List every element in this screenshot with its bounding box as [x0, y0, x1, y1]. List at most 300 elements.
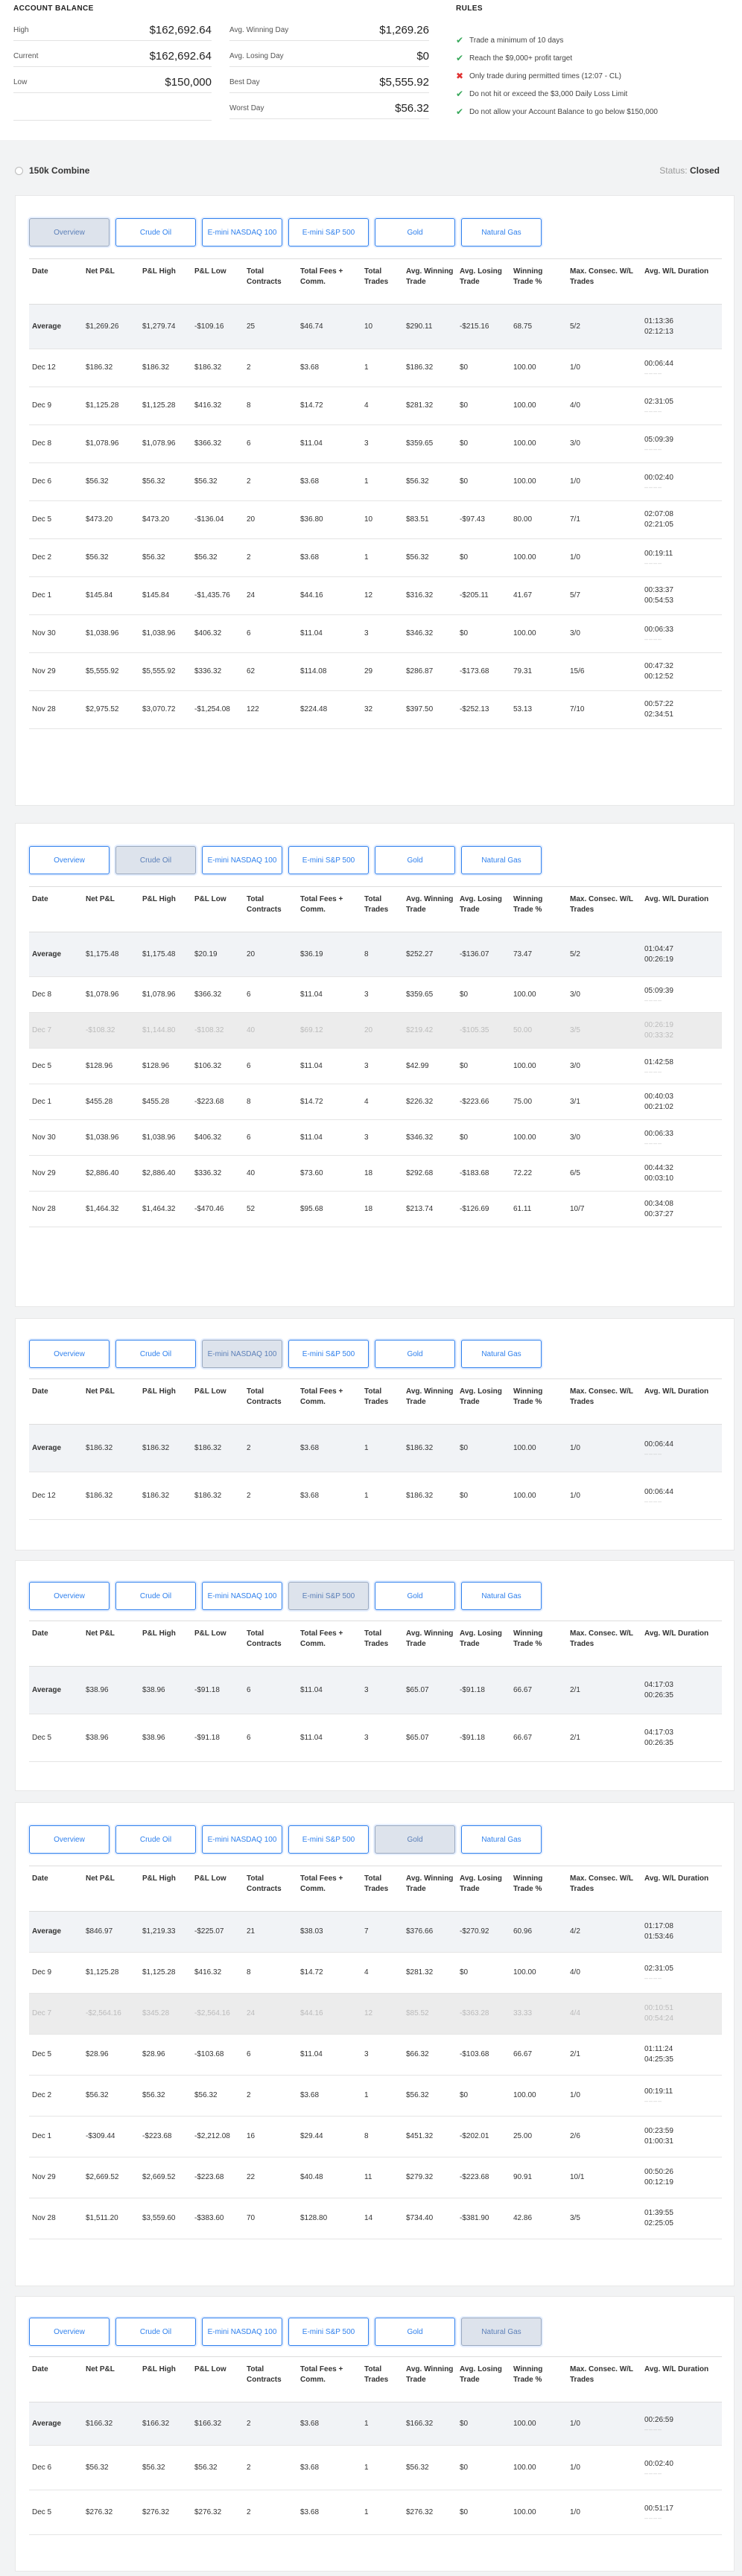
duration-cell	[641, 661, 722, 682]
win-duration: 00:02:40	[644, 2459, 673, 2468]
table-cell: $276.32	[142, 2507, 170, 2516]
tab-2[interactable]: E-mini NASDAQ 100	[202, 1582, 282, 1610]
table-cell: 60.96	[513, 1927, 533, 1936]
table-cell: $106.32	[194, 1061, 222, 1070]
tab-1[interactable]: Crude Oil	[115, 218, 196, 247]
table-cell: -$103.68	[194, 2050, 224, 2058]
table-cell: -$223.68	[194, 2173, 224, 2181]
table-cell: 2	[247, 2419, 251, 2428]
table-cell: $1,269.26	[86, 322, 119, 331]
tab-4[interactable]: Gold	[375, 2318, 455, 2346]
win-duration: 00:26:59	[644, 2415, 673, 2424]
tab-4[interactable]: Gold	[375, 218, 455, 247]
table-cell: 1	[364, 2507, 369, 2516]
table-cell: 3	[364, 2050, 369, 2058]
table-row[interactable]	[29, 577, 722, 615]
column-header: Total Fees + Comm.	[300, 1387, 343, 1406]
table-cell: 122	[247, 705, 259, 713]
table-cell: -$2,212.08	[194, 2132, 230, 2140]
tab-5[interactable]: Natural Gas	[461, 218, 542, 247]
column-header: Total Trades	[364, 2365, 389, 2384]
table-header	[29, 258, 722, 305]
table-cell: 72.22	[513, 1168, 533, 1177]
column-header: Avg. W/L Duration	[644, 2365, 709, 2373]
table-cell: 4/0	[570, 1968, 580, 1976]
win-duration: 02:07:08	[644, 510, 673, 518]
table-cell: 100.00	[513, 553, 536, 562]
table-cell: 80.00	[513, 515, 533, 524]
win-duration: 00:34:08	[644, 1199, 673, 1208]
duration-cell	[641, 2044, 722, 2065]
table-cell: 6	[247, 1133, 251, 1142]
stat-label: Avg. Winning Day	[229, 26, 289, 34]
tab-4[interactable]: Gold	[375, 1340, 455, 1368]
tab-2[interactable]: E-mini NASDAQ 100	[202, 2318, 282, 2346]
win-duration: 00:06:44	[644, 1440, 673, 1448]
column-header: Date	[32, 1629, 48, 1638]
stat-label: High	[13, 26, 29, 34]
table-cell: $38.96	[86, 1685, 109, 1694]
table-cell: -$105.35	[460, 1025, 489, 1034]
table-cell: $1,038.96	[86, 1133, 119, 1142]
radio-icon[interactable]	[15, 167, 23, 175]
table-cell: $397.50	[406, 705, 434, 713]
tab-1[interactable]: Crude Oil	[115, 2318, 196, 2346]
column-header: Total Trades	[364, 1629, 389, 1648]
table-cell: 1/0	[570, 477, 580, 486]
stat-value: $162,692.64	[149, 50, 212, 63]
table-cell: $0	[460, 553, 469, 562]
table-cell: $0	[460, 1968, 469, 1976]
win-duration: 01:04:47	[644, 944, 673, 953]
tab-0[interactable]: Overview	[29, 1825, 110, 1854]
table-cell: $1,219.33	[142, 1927, 176, 1936]
table-cell: $3.68	[300, 363, 320, 372]
table-row[interactable]	[29, 2076, 722, 2117]
table-row[interactable]	[29, 977, 722, 1013]
win-duration: 00:23:59	[644, 2127, 673, 2135]
table-cell: $276.32	[86, 2507, 113, 2516]
win-duration: 00:19:11	[644, 550, 673, 558]
table-cell: $56.32	[86, 477, 109, 486]
table-cell: 4/4	[570, 2009, 580, 2017]
table-cell: -$91.18	[460, 1733, 485, 1742]
table-cell: $128.80	[300, 2214, 328, 2222]
tab-1[interactable]: Crude Oil	[115, 1582, 196, 1610]
tab-4[interactable]: Gold	[375, 1825, 455, 1854]
column-header: Winning Trade %	[513, 1629, 543, 1648]
table-row[interactable]	[29, 2198, 722, 2239]
column-header: Avg. W/L Duration	[644, 1874, 709, 1883]
table-cell: Dec 12	[32, 1491, 56, 1500]
table-cell: 25.00	[513, 2132, 533, 2140]
tab-3[interactable]: E-mini S&P 500	[288, 2318, 369, 2346]
win-duration: 00:51:17	[644, 2504, 673, 2513]
table-cell: 3/0	[570, 1061, 580, 1070]
column-header: Avg. W/L Duration	[644, 1629, 709, 1638]
win-duration: 00:06:33	[644, 626, 673, 634]
table-cell: $1,175.48	[142, 950, 176, 958]
combine-selector[interactable]	[15, 165, 89, 176]
table-row[interactable]	[29, 1120, 722, 1156]
table-cell: -$202.01	[460, 2132, 489, 2140]
table-cell: 2	[247, 477, 251, 486]
loss-duration: 00:26:35	[644, 1691, 673, 1699]
table-cell: 18	[364, 1204, 373, 1213]
duration-cell	[641, 2415, 722, 2433]
table-cell: $56.32	[142, 2463, 165, 2472]
loss-duration: 02:34:51	[644, 710, 673, 719]
panel-natgas	[15, 2296, 735, 2572]
duration-cell	[641, 1129, 722, 1147]
table-cell: $0	[460, 2463, 469, 2472]
table-row[interactable]	[29, 1994, 722, 2035]
table-cell: Nov 28	[32, 2214, 56, 2222]
column-header: Net P&L	[86, 895, 115, 903]
stat-current	[13, 46, 212, 67]
tab-0[interactable]: Overview	[29, 218, 110, 247]
table-cell: -$103.68	[460, 2050, 489, 2058]
loss-duration: 00:54:53	[644, 597, 673, 605]
tab-5[interactable]: Natural Gas	[461, 1582, 542, 1610]
table-cell: Nov 30	[32, 1133, 56, 1142]
table-cell: Average	[32, 1685, 62, 1694]
table-cell: $336.32	[194, 667, 222, 675]
table-row[interactable]	[29, 2157, 722, 2198]
tab-2[interactable]: E-mini NASDAQ 100	[202, 846, 282, 874]
table-row[interactable]	[29, 1912, 722, 1953]
tab-5[interactable]: Natural Gas	[461, 1825, 542, 1854]
table-cell: 1/0	[570, 553, 580, 562]
tab-3[interactable]: E-mini S&P 500	[288, 1825, 369, 1854]
table-cell: Dec 1	[32, 2132, 52, 2140]
table-header	[29, 1866, 722, 1912]
table-cell: 1	[364, 2463, 369, 2472]
table-cell: $281.32	[406, 401, 434, 410]
stat-low	[13, 72, 212, 93]
tab-0[interactable]: Overview	[29, 1340, 110, 1368]
table-cell: $186.32	[406, 1443, 434, 1452]
column-header: Date	[32, 895, 48, 903]
tab-5[interactable]: Natural Gas	[461, 1340, 542, 1368]
table-cell: 100.00	[513, 2463, 536, 2472]
table-cell: Average	[32, 322, 62, 331]
table-cell: $281.32	[406, 1968, 434, 1976]
table-cell: $0	[460, 1491, 469, 1500]
stat-value: $5,555.92	[379, 76, 429, 89]
empty-duration: ––––	[644, 483, 663, 491]
table-cell: -$1,435.76	[194, 591, 230, 600]
table-row[interactable]	[29, 2035, 722, 2076]
table-cell: 11	[364, 2173, 372, 2181]
rule-item	[456, 49, 658, 67]
table-cell: 100.00	[513, 477, 536, 486]
table-cell: $186.32	[142, 363, 170, 372]
table-row[interactable]	[29, 349, 722, 387]
tab-3[interactable]: E-mini S&P 500	[288, 1582, 369, 1610]
empty-duration: ––––	[644, 559, 663, 567]
stats-table	[29, 1378, 722, 1520]
table-row[interactable]	[29, 305, 722, 349]
table-cell: 24	[247, 591, 256, 600]
table-cell: 2	[247, 2463, 251, 2472]
table-cell: $38.96	[142, 1733, 165, 1742]
table-cell: $366.32	[194, 439, 222, 448]
duration-cell	[641, 1058, 722, 1075]
table-cell: 100.00	[513, 1061, 536, 1070]
table-cell: $36.80	[300, 515, 323, 524]
check-icon: ✔	[456, 106, 464, 117]
empty-duration: ––––	[644, 1067, 663, 1075]
empty-duration: ––––	[644, 2513, 663, 2522]
tab-1[interactable]: Crude Oil	[115, 846, 196, 874]
loss-duration: 00:54:24	[644, 2014, 673, 2023]
column-header: Winning Trade %	[513, 2365, 543, 2384]
table-row[interactable]	[29, 1192, 722, 1227]
table-row[interactable]	[29, 2490, 722, 2535]
table-row[interactable]	[29, 932, 722, 977]
tab-5[interactable]: Natural Gas	[461, 2318, 542, 2346]
table-cell: $65.07	[406, 1685, 429, 1694]
column-header: Total Fees + Comm.	[300, 895, 343, 914]
table-cell: 6	[247, 1061, 251, 1070]
empty-duration: ––––	[644, 2425, 663, 2433]
tab-4[interactable]: Gold	[375, 846, 455, 874]
tab-2[interactable]: E-mini NASDAQ 100	[202, 218, 282, 247]
table-row[interactable]	[29, 653, 722, 691]
stat-value: $0	[416, 50, 429, 63]
column-header: Date	[32, 2365, 48, 2373]
column-header: Total Contracts	[247, 895, 282, 914]
table-cell: 3	[364, 1685, 369, 1694]
table-cell: $213.74	[406, 1204, 434, 1213]
column-header: Total Fees + Comm.	[300, 1629, 343, 1648]
table-cell: $346.32	[406, 1133, 434, 1142]
tab-3[interactable]: E-mini S&P 500	[288, 218, 369, 247]
tab-0[interactable]: Overview	[29, 846, 110, 874]
table-cell: $66.32	[406, 2050, 429, 2058]
table-cell: 3	[364, 1133, 369, 1142]
loss-duration: 02:25:05	[644, 2219, 673, 2227]
tab-5[interactable]: Natural Gas	[461, 846, 542, 874]
table-row[interactable]	[29, 387, 722, 425]
table-row[interactable]	[29, 1049, 722, 1084]
table-cell: 1	[364, 363, 369, 372]
table-cell: -$91.18	[194, 1733, 220, 1742]
tab-1[interactable]: Crude Oil	[115, 1340, 196, 1368]
column-header: Avg. Losing Trade	[460, 2365, 502, 2384]
loss-duration: 00:12:19	[644, 2178, 673, 2187]
table-cell: $1,078.96	[86, 990, 119, 999]
table-cell: -$136.07	[460, 950, 489, 958]
table-cell: 1	[364, 553, 369, 562]
table-cell: -$223.68	[142, 2132, 172, 2140]
table-cell: Nov 28	[32, 1204, 56, 1213]
table-cell: 7/1	[570, 515, 580, 524]
table-cell: Dec 6	[32, 2463, 52, 2472]
table-cell: $11.04	[300, 1685, 323, 1694]
column-header: Total Trades	[364, 1874, 389, 1893]
column-header: P&L High	[142, 2365, 176, 2373]
tab-2[interactable]: E-mini NASDAQ 100	[202, 1825, 282, 1854]
table-cell: $56.32	[194, 553, 218, 562]
stat-value: $150,000	[165, 76, 212, 89]
table-cell: $186.32	[86, 1443, 113, 1452]
win-duration: 01:39:55	[644, 2209, 673, 2217]
table-cell: $166.32	[142, 2419, 170, 2428]
table-cell: $3.68	[300, 2091, 320, 2099]
table-row[interactable]	[29, 2117, 722, 2157]
table-row[interactable]	[29, 1714, 722, 1762]
table-cell: Dec 9	[32, 1968, 52, 1976]
table-cell: -$383.60	[194, 2214, 224, 2222]
table-row[interactable]	[29, 1472, 722, 1520]
column-header: Date	[32, 267, 48, 276]
table-cell: -$173.68	[460, 667, 489, 675]
table-cell: $1,125.28	[142, 401, 176, 410]
table-cell: 100.00	[513, 1491, 536, 1500]
table-cell: $56.32	[406, 2091, 429, 2099]
duration-cell	[641, 2087, 722, 2105]
table-cell: Average	[32, 1927, 62, 1936]
table-row[interactable]	[29, 539, 722, 577]
duration-cell	[641, 397, 722, 415]
column-header: Avg. Winning Trade	[406, 1387, 454, 1406]
table-row[interactable]	[29, 1084, 722, 1120]
stat-avg-losing-day	[229, 46, 429, 67]
panel-overview	[15, 195, 735, 806]
table-cell: 66.67	[513, 1685, 533, 1694]
duration-cell	[641, 1728, 722, 1749]
table-cell: $0	[460, 401, 469, 410]
tab-3[interactable]: E-mini S&P 500	[288, 846, 369, 874]
loss-duration: 00:37:27	[644, 1209, 673, 1218]
table-cell: $5,555.92	[142, 667, 176, 675]
table-row[interactable]	[29, 1425, 722, 1472]
empty-duration: ––––	[644, 1497, 663, 1505]
top-summary	[0, 0, 742, 140]
table-cell: 15/6	[570, 667, 585, 675]
tab-3[interactable]: E-mini S&P 500	[288, 1340, 369, 1368]
table-cell: 6	[247, 990, 251, 999]
table-cell: $11.04	[300, 1133, 323, 1142]
table-row[interactable]	[29, 1013, 722, 1049]
tab-2[interactable]: E-mini NASDAQ 100	[202, 1340, 282, 1368]
combine-name: 150k Combine	[29, 165, 90, 176]
table-cell: $1,464.32	[86, 1204, 119, 1213]
column-header: Avg. Winning Trade	[406, 1874, 454, 1893]
duration-cell	[641, 1487, 722, 1505]
panel-crude	[15, 823, 735, 1307]
table-row[interactable]	[29, 1156, 722, 1192]
column-header: P&L High	[142, 1387, 176, 1396]
table-cell: $2,975.52	[86, 705, 119, 713]
table-cell: 5/2	[570, 950, 580, 958]
column-header: Total Trades	[364, 267, 389, 286]
table-cell: 66.67	[513, 1733, 533, 1742]
table-row[interactable]	[29, 2446, 722, 2490]
duration-cell	[641, 359, 722, 377]
table-cell: $0	[460, 629, 469, 637]
loss-duration: 02:12:13	[644, 327, 673, 336]
duration-cell	[641, 1199, 722, 1220]
table-row[interactable]	[29, 615, 722, 653]
instrument-tabs	[29, 1340, 542, 1368]
tab-1[interactable]: Crude Oil	[115, 1825, 196, 1854]
table-cell: 8	[247, 1097, 251, 1106]
tab-4[interactable]: Gold	[375, 1582, 455, 1610]
table-row[interactable]	[29, 691, 722, 729]
table-cell: $11.04	[300, 1733, 323, 1742]
rule-item	[456, 31, 658, 49]
table-cell: $252.27	[406, 950, 434, 958]
win-duration: 01:13:36	[644, 317, 673, 325]
table-cell: 66.67	[513, 2050, 533, 2058]
table-cell: 6/5	[570, 1168, 580, 1177]
stats-table	[29, 1866, 722, 2239]
table-cell: 70	[247, 2214, 256, 2222]
table-cell: 100.00	[513, 2091, 536, 2099]
stat-spacer	[13, 98, 212, 121]
table-cell: $14.72	[300, 1097, 323, 1106]
loss-duration: 00:33:32	[644, 1031, 673, 1040]
tab-0[interactable]: Overview	[29, 1582, 110, 1610]
table-cell: -$1,254.08	[194, 705, 230, 713]
column-header: Avg. Winning Trade	[406, 1629, 454, 1648]
table-cell: 2	[247, 363, 251, 372]
column-header: Total Contracts	[247, 1629, 282, 1648]
table-cell: $0	[460, 990, 469, 999]
table-row[interactable]	[29, 1953, 722, 1994]
table-cell: -$91.18	[460, 1685, 485, 1694]
table-cell: 24	[247, 2009, 256, 2017]
win-duration: 00:50:26	[644, 2168, 673, 2176]
table-row[interactable]	[29, 425, 722, 463]
table-row[interactable]	[29, 2402, 722, 2446]
table-cell: 25	[247, 322, 256, 331]
table-cell: 1	[364, 1491, 369, 1500]
stats-table	[29, 258, 722, 729]
table-row[interactable]	[29, 463, 722, 501]
table-cell: -$270.92	[460, 1927, 489, 1936]
table-cell: 6	[247, 439, 251, 448]
duration-cell	[641, 2167, 722, 2188]
table-cell: $145.84	[142, 591, 170, 600]
duration-cell	[641, 625, 722, 643]
table-cell: $95.68	[300, 1204, 323, 1213]
column-header: Date	[32, 1874, 48, 1883]
table-cell: 7/10	[570, 705, 585, 713]
stat-worst-day	[229, 98, 429, 119]
table-cell: 3/0	[570, 629, 580, 637]
table-row[interactable]	[29, 1667, 722, 1714]
table-row[interactable]	[29, 501, 722, 539]
table-cell: $3.68	[300, 553, 320, 562]
tab-0[interactable]: Overview	[29, 2318, 110, 2346]
table-cell: 3	[364, 439, 369, 448]
table-cell: 10/7	[570, 1204, 585, 1213]
table-cell: $11.04	[300, 629, 323, 637]
table-cell: $73.60	[300, 1168, 323, 1177]
table-cell: Nov 30	[32, 629, 56, 637]
win-duration: 02:31:05	[644, 398, 673, 406]
table-cell: $0	[460, 477, 469, 486]
check-icon: ✔	[456, 35, 464, 45]
table-cell: $56.32	[406, 477, 429, 486]
table-cell: $38.03	[300, 1927, 323, 1936]
table-cell: 12	[364, 591, 373, 600]
table-cell: 2	[247, 1491, 251, 1500]
